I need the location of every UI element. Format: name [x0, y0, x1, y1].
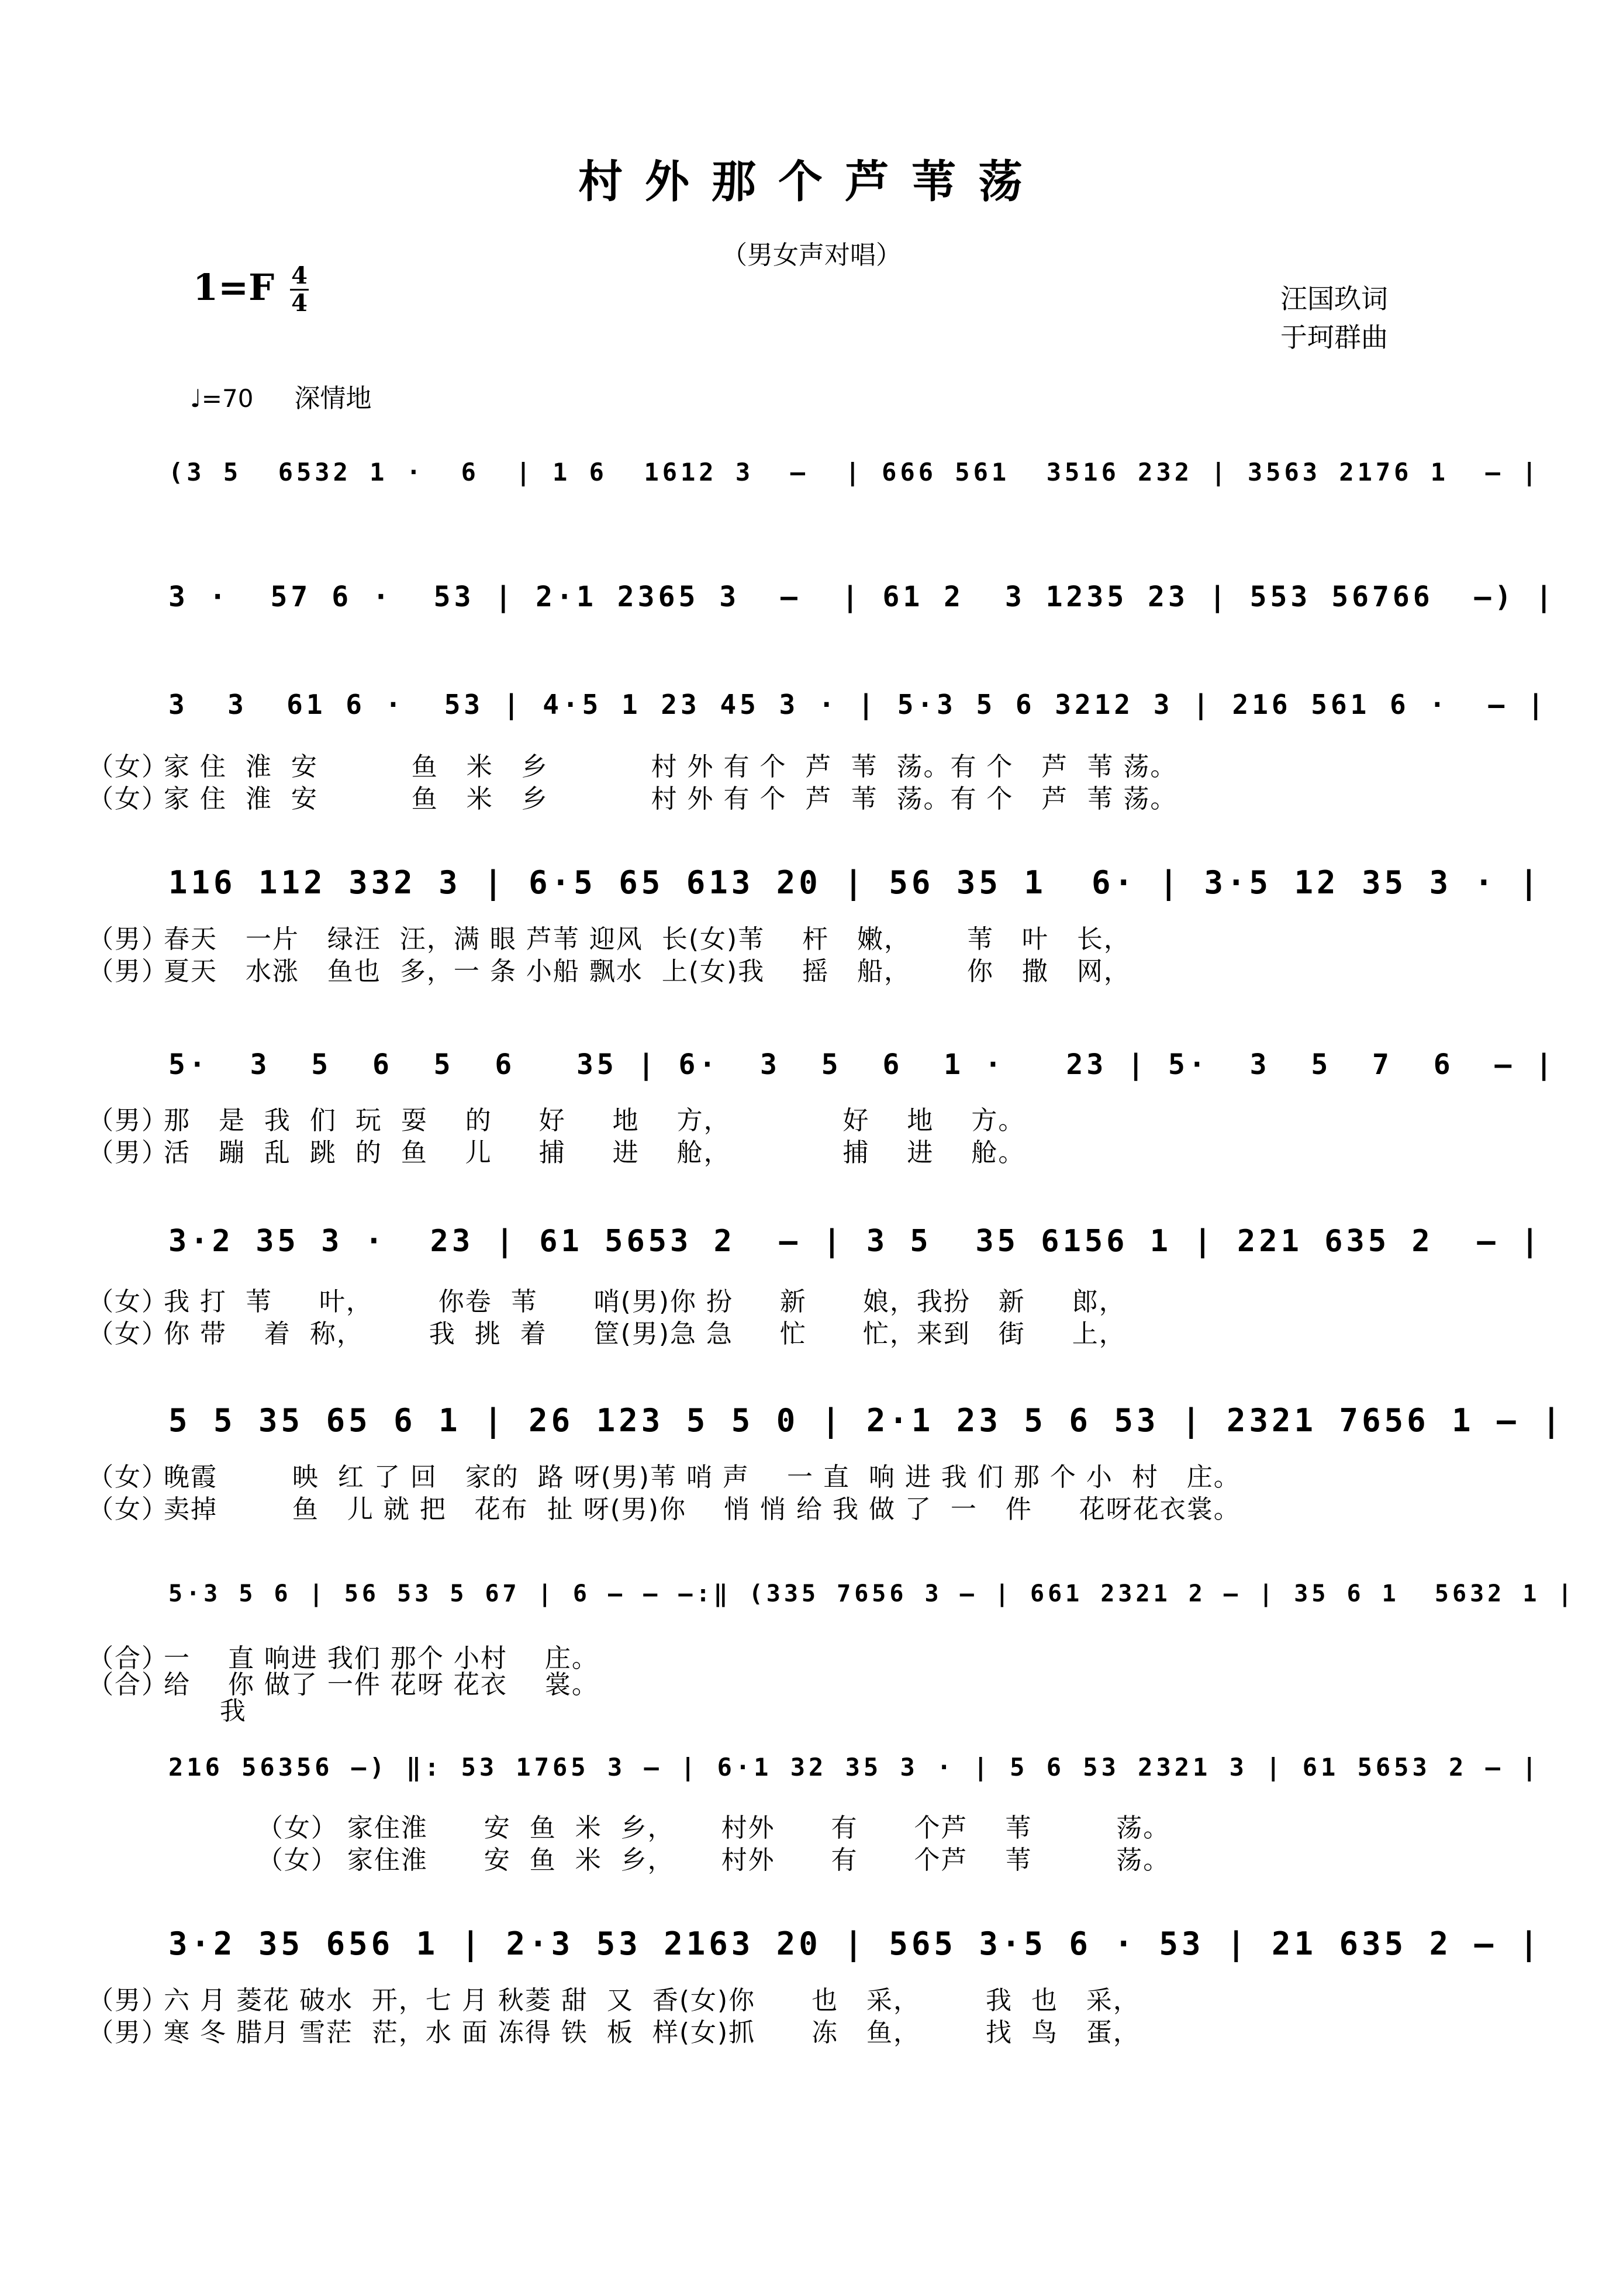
lyric-text: 给 你 做了 一件 花呀 花衣 裳。 [164, 1670, 599, 1700]
lyric-text: 春天 一片 绿汪 汪，满 眼 芦苇 迎风 长(女)苇 杆 嫩， 苇 叶 长， [164, 924, 1131, 954]
notes-line [164, 1576, 1576, 1628]
credits [1280, 279, 1388, 357]
lyric-text: 夏天 水涨 鱼也 多，一 条 小船 飘水 上(女)我 摇 船， 你 撒 网， [164, 957, 1131, 986]
singer-role: （男） [88, 2018, 168, 2048]
lyric-line [88, 950, 1131, 988]
time-signature-top: 4 [291, 262, 308, 289]
notes-line [164, 576, 1556, 629]
lyric-text: 卖掉 鱼 儿 就 把 花布 扯 呀(男)你 悄 悄 给 我 做 了 一 件 花呀花衣裳。 [164, 1494, 1241, 1524]
lyric-text: 家 住 淮 安 鱼 米 乡 村 外 有 个 芦 苇 荡。有 个 芦 苇 荡。 [164, 784, 1177, 814]
notation-text: 5·3 5 6 | 56 53 5 67 | 6 – – –:‖ (335 7656 3 – | 661 2321 2 – | 35 6 1 5632 1 | [168, 1580, 1576, 1607]
lyric-line [88, 1313, 1126, 1350]
lyric-text: 你 带 着 称， 我 挑 着 筐(男)急 急 忙 忙，来到 街 上， [164, 1319, 1126, 1349]
song-title: 村外那个芦苇荡 [578, 156, 1045, 208]
singer-role: （女） [88, 1494, 168, 1524]
lyricist: 汪国玖词 [1280, 283, 1388, 315]
singer-role: （男） [88, 924, 168, 954]
expression-mark: 深情地 [294, 384, 372, 413]
notation-text: 3 · 57 6 · 53 | 2·1 2365 3 – | 61 2 3 1235 23 | 553 56766 –) | [168, 581, 1556, 613]
lyric-text: 那 是 我 们 玩 耍 的 好 地 方， 好 地 方。 [164, 1106, 1025, 1135]
lyric-text: 我 [164, 1696, 247, 1726]
notation-text: 5 5 35 65 6 1 | 26 123 5 5 0 | 2·1 23 5 6 53 | 2321 7656 1 – | [168, 1402, 1565, 1439]
lyric-text: （女） 家住淮 安 鱼 米 乡， 村外 有 个芦 苇 荡。 [164, 1845, 1170, 1875]
singer-role: （女） [88, 784, 168, 814]
singer-role: （女） [88, 1287, 168, 1317]
lyric-line [88, 1690, 247, 1727]
lyric-text: 寒 冬 腊月 雪茫 茫，水 面 冻得 铁 板 样(女)抓 冻 鱼， 找 鸟 蛋， [164, 2018, 1140, 2048]
song-subtitle: （男女声对唱） [721, 240, 902, 270]
lyric-line [88, 1131, 1025, 1169]
notation-text: (3 5 6532 1 · 6 | 1 6 1612 3 – | 666 561 3516 232 | 3563 2176 1 – | [168, 458, 1541, 486]
tempo-value: ♩=70 [190, 384, 254, 413]
composer: 于珂群曲 [1280, 322, 1388, 353]
singer-role: （合） [88, 1670, 168, 1700]
notation-text: 3·2 35 3 · 23 | 61 5653 2 – | 3 5 35 6156 1 | 221 635 2 – | [168, 1224, 1543, 1259]
singer-role: （男） [88, 1106, 168, 1135]
notes-line [164, 1748, 1541, 1801]
lyric-line [88, 1839, 1170, 1876]
time-signature-bottom: 4 [291, 289, 308, 317]
singer-role: （女） [88, 1319, 168, 1349]
notation-text: 116 112 332 3 | 6·5 65 613 20 | 56 35 1 6· | 3·5 12 35 3 · | [168, 864, 1542, 901]
singer-role: （女） [88, 1462, 168, 1492]
notation-text: 216 56356 –) ‖: 53 1765 3 – | 6·1 32 35 3 · | 5 6 53 2321 3 | 61 5653 2 – | [168, 1753, 1541, 1781]
notes-line [164, 453, 1541, 506]
notes-line [164, 1219, 1543, 1272]
lyric-line [88, 778, 1177, 815]
tempo-marking [190, 377, 371, 415]
singer-role: （男） [88, 957, 168, 986]
notes-line [164, 1044, 1556, 1096]
notes-line [164, 1397, 1565, 1450]
notes-line [164, 684, 1548, 737]
time-signature [288, 263, 311, 316]
notation-text: 3·2 35 656 1 | 2·3 53 2163 20 | 565 3·5 6 · 53 | 21 635 2 – | [168, 1925, 1542, 1962]
key-signature: 1=F [193, 266, 275, 309]
lyric-text: 活 蹦 乱 跳 的 鱼 儿 捕 进 舱， 捕 进 舱。 [164, 1138, 1025, 1168]
singer-role: （女） [88, 752, 168, 782]
lyric-line [88, 1488, 1241, 1525]
lyric-text: 一 直 响进 我们 那个 小村 庄。 [164, 1644, 599, 1673]
lyric-text: （女） 家住淮 安 鱼 米 乡， 村外 有 个芦 苇 荡。 [164, 1813, 1170, 1843]
notes-line [164, 859, 1542, 912]
notation-text: 5· 3 5 6 5 6 35 | 6· 3 5 6 1 · 23 | 5· 3 5 7 6 – | [168, 1048, 1556, 1081]
lyric-text: 晚霞 映 红 了 回 家的 路 呀(男)苇 哨 声 一 直 响 进 我 们 那 个 小 村 庄。 [164, 1462, 1241, 1492]
lyric-text: 我 打 苇 叶， 你卷 苇 哨(男)你 扮 新 娘，我扮 新 郎， [164, 1287, 1126, 1317]
singer-role: （男） [88, 1986, 168, 2015]
lyric-text: 六 月 菱花 破水 开，七 月 秋菱 甜 又 香(女)你 也 采， 我 也 采， [164, 1986, 1140, 2015]
lyric-text: 家 住 淮 安 鱼 米 乡 村 外 有 个 芦 苇 荡。有 个 芦 苇 荡。 [164, 752, 1177, 782]
lyric-line [88, 2011, 1140, 2049]
singer-role: （男） [88, 1138, 168, 1168]
notes-line [164, 1921, 1542, 1973]
notation-text: 3 3 61 6 · 53 | 4·5 1 23 45 3 · | 5·3 5 6 3212 3 | 216 561 6 · – | [168, 689, 1548, 720]
singer-role: （合） [88, 1644, 168, 1673]
